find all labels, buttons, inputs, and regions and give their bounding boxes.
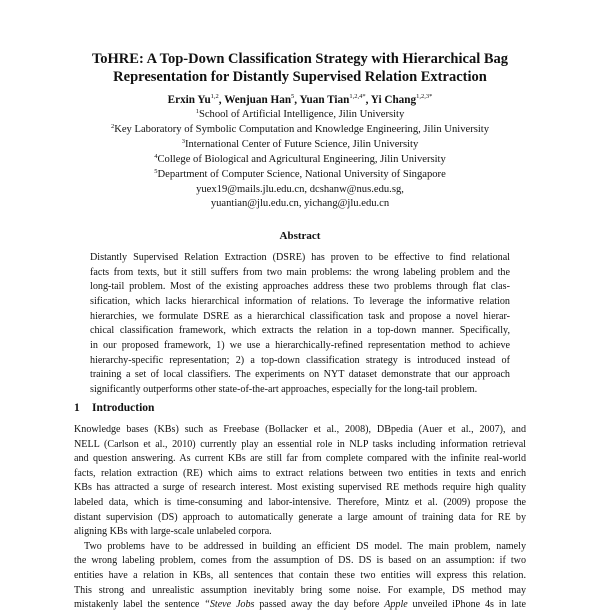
affiliation-text: School of Artificial Intelligence, Jilin University [198,109,405,120]
affiliation-text: Key Laboratory of Symbolic Computation and Knowledge Engineering, Jilin University [114,123,490,135]
section-number: 1 [74,402,80,414]
email-line: yuex19@mails.jlu.edu.cn, dcshanw@nus.edu.sg, [196,183,404,195]
abstract-line: hierarchies, we formulate DSRE as a hierarchical classification task and propose a novel hierar- [90,310,510,322]
body-line: KBs has attracted a surge of research interest. Most existing supervised RE methods require high quality [74,482,526,494]
abstract-line: Distantly Supervised Relation Extraction (DSRE) has proven to be effective to find relational [90,252,510,263]
entity-mention: Apple [384,599,408,611]
author-affiliation-marker: 5 [291,93,295,100]
abstract-body [90,251,510,398]
body-line: and question answering. As current KBs are still far from complete compared with the infinite real-world [74,453,526,465]
body-line [74,598,526,613]
affiliation-line [40,108,560,123]
body-line: the wrong labeling problem, comes from the assumption of DS. DS is based on an assumption: if two [74,555,526,567]
abstract-line: training a set of local classifiers. The experiments on NYT dataset demonstrate that our approach [90,369,510,381]
body-line: Two problems have to be addressed in building an efficient DS model. The main problem, namely [84,540,526,552]
affiliation-text: College of Biological and Agricultural Engineering, Jilin University [157,153,446,165]
title-line: ToHRE: A Top-Down Classification Strategy with Hierarchical Bag [91,51,509,67]
abstract-heading: Abstract [279,230,321,242]
abstract-line: facts from texts, but it still suffers from two main problems: the wrong labeling problem and the [90,266,510,278]
affiliation-line [40,138,560,153]
abstract-line: long-tail problem. Most of the existing approaches address these two problems through flat clas- [90,281,510,293]
author-affiliation-marker: 1,2 [210,93,219,100]
body-line: labeled data, which is time-consuming and labor-intensive. Therefore, Mintz et al. (2009) propose the [74,496,526,508]
body-text-run: unveiled iPhone 4s in late [407,599,526,611]
abstract-line: significantly outperforms other state-of-the-art approaches, especially for the long-tail problem. [90,383,478,395]
affiliation-line [40,168,560,183]
affiliation-marker: 3 [181,137,185,145]
author-separator: , [365,94,371,106]
affiliation-line [40,153,560,168]
body-line: entities have a relation in KBs, all sentences that contain these two entities will express this relation. [74,569,526,581]
author-affiliation-marker: 1,2,3* [416,93,433,100]
introduction-body [74,423,526,613]
affiliation-marker: 1 [195,108,199,115]
body-line: distant supervision (DS) approach to automatically generate a large amount of training data for RE by [74,511,526,523]
body-line: aligning KBs with large-scale unlabeled corpora. [74,526,272,538]
author-list [60,93,540,107]
affiliation-marker: 2 [110,122,115,130]
author-name: Wenjuan Han [224,94,292,106]
body-line: This strong and unrealistic assumption inevitably bring some noise. For example, DS method may [74,584,526,596]
entity-mention: “Steve Jobs [204,599,255,611]
affiliation-text: Department of Computer Science, National University of Singapore [157,168,446,180]
author-affiliation-marker: 1,2,4* [349,93,366,100]
title-line: Representation for Distantly Supervised Relation Extraction [113,69,487,85]
email-line: yuantian@jlu.edu.cn, yichang@jlu.edu.cn [210,198,390,210]
affiliation-line [40,123,560,138]
body-line: NELL (Carlson et al., 2010) currently play an essential role in NLP tasks including information retrieval [74,438,526,450]
paper-title [60,50,540,86]
abstract-line: chical classification framework, which extracts the relation in a top-down manner. Specifically, [90,325,510,337]
body-line: facts, relation extraction (RE) which aims to extract relations between two entities in texts and enrich [74,467,526,479]
body-line: Knowledge bases (KBs) such as Freebase (Bollacker et al., 2008), DBpedia (Auer et al., 2007), and [74,424,526,435]
affiliation-marker: 5 [154,167,158,175]
section-title: Introduction [92,402,155,414]
body-text-run: mistakenly label the sentence [74,599,205,611]
affiliation-text: International Center of Future Science, Jilin University [184,138,419,150]
section-heading-introduction [74,401,154,415]
author-separator: , [218,94,225,106]
author-name: Yuan Tian [299,94,350,106]
author-name: Yi Chang [370,94,417,106]
affiliation-marker: 4 [154,152,158,160]
body-text-run: passed away the day before [254,599,385,611]
abstract-line: hierarchy-specific representation; 2) a top-down classification strategy is introduced instead of [90,354,510,366]
author-name: Erxin Yu [167,94,211,106]
abstract-line: in our proposed framework, 1) we use a hierarchically-refined representation method to achieve [90,339,510,351]
abstract-line: sification, which lacks hierarchical information of relations. To leverage the informative relation [90,295,510,307]
affiliation-block [40,108,560,212]
author-separator: , [294,94,300,106]
